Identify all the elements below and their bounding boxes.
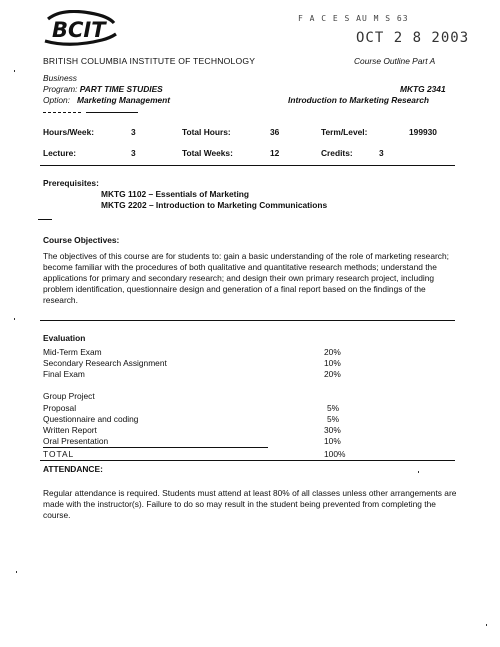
total-hours-value: 36 [270,127,280,137]
evaluation-weight: 30% [324,425,341,435]
program-value: PART TIME STUDIES [79,84,163,94]
scan-speck [418,471,419,473]
info-divider [40,165,455,166]
scan-speck [14,318,15,320]
program-row [43,84,163,94]
prerequisites-heading: Prerequisites: [43,178,99,188]
term-value: 199930 [409,127,437,137]
group-project-heading: Group Project [43,391,95,401]
evaluation-item: Final Exam [43,369,85,379]
evaluation-item: Mid-Term Exam [43,347,102,357]
svg-text:BCIT: BCIT [52,18,106,42]
institution-name: BRITISH COLUMBIA INSTITUTE OF TECHNOLOGY [43,56,256,66]
scan-speck [16,571,17,573]
prereq-short-rule [38,219,52,220]
hours-week-label: Hours/Week: [43,127,95,137]
total-label: TOTAL [43,449,75,459]
evaluation-weight: 20% [324,369,341,379]
option-value: Marketing Management [77,95,171,105]
evaluation-item: Questionnaire and coding [43,414,139,424]
document-type: Course Outline Part A [354,56,436,66]
objectives-text: The objectives of this course are for students to: gain a basic understanding of the role of marketing research; become familiar with the procedures of both qualitative and quantitative research methods; understand the applications for primary and secondary research; and design their own primary research project, including problem identification, questionnaire design and generation of a final report based on the findings of the research. [43,251,449,305]
school-name: Business [43,73,77,83]
course-title: Introduction to Marketing Research [288,95,429,105]
program-label: Program: [43,84,78,94]
evaluation-item: Oral Presentation [43,436,109,446]
option-row [43,95,170,105]
evaluation-weight: 20% [324,347,341,357]
total-hours-label: Total Hours: [182,127,231,137]
header-short-rule [43,112,81,113]
prerequisite-item: MKTG 1102 – Essentials of Marketing [101,189,250,199]
evaluation-item: Secondary Research Assignment [43,358,167,368]
evaluation-weight: 5% [327,403,340,413]
evaluation-item: Written Report [43,425,97,435]
term-label: Term/Level: [321,127,368,137]
objectives-divider [40,320,455,321]
evaluation-divider [40,460,455,461]
total-rule [43,447,268,448]
evaluation-item: Proposal [43,403,77,413]
attendance-heading: ATTENDANCE: [43,464,103,474]
scan-speck [14,70,15,72]
option-label: Option: [43,95,71,105]
header-short-rule-2 [86,112,138,113]
total-weeks-value: 12 [270,148,280,158]
bcit-logo [42,10,118,46]
credits-value: 3 [379,148,384,158]
credits-label: Credits: [321,148,353,158]
attendance-text: Regular attendance is required. Students must attend at least 80% of all classes unless other arrangements are made with the instructor(s). Failure to do so may result in the student being prevented from completing the course. [43,488,457,520]
date-stamp: OCT 2 8 2003 [356,30,470,46]
hours-week-value: 3 [131,127,136,137]
scan-speck [486,624,487,626]
total-value: 100% [324,449,346,459]
objectives-heading: Course Objectives: [43,235,120,245]
evaluation-heading: Evaluation [43,333,86,343]
lecture-label: Lecture: [43,148,77,158]
course-code: MKTG 2341 [400,84,446,94]
received-stamp: F A C E S AU M S 63 [298,14,409,23]
prerequisite-item: MKTG 2202 – Introduction to Marketing Communications [101,200,328,210]
total-weeks-label: Total Weeks: [182,148,233,158]
evaluation-weight: 10% [324,436,341,446]
lecture-value: 3 [131,148,136,158]
evaluation-weight: 10% [324,358,341,368]
evaluation-weight: 5% [327,414,340,424]
